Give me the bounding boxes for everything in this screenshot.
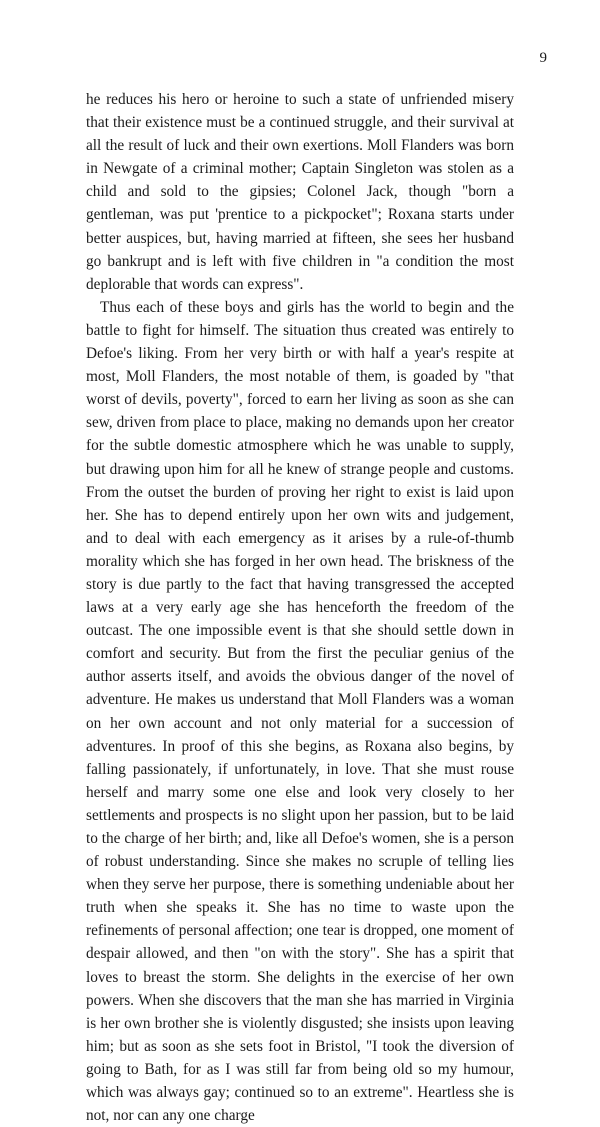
page-number: 9	[539, 50, 547, 66]
paragraph-1: he reduces his hero or heroine to such a state of unfriended misery that their existence must be a continued struggle, and their survival at all the result of luck and their own exertions. Moll Flanders was born in Newgate of a criminal mother; Captain Singleton was stolen as a child and sold to the gipsies; Colonel Jack, though "born a gentleman, was put 'prentice to a pickpocket"; Roxana starts under better auspices, but, having married at fifteen, she sees her husband go bankrupt and is left with five children in "a condition the most deplorable that words can express".	[86, 91, 514, 293]
paragraph-2: Thus each of these boys and girls has the world to begin and the battle to fight for himself. The situation thus created was entirely to Defoe's liking. From her very birth or with half a year's respite at most, Moll Flanders, the most notable of them, is goaded by "that worst of devils, poverty", forced to earn her living as soon as she can sew, driven from place to place, making no demands upon her creator for the subtle domestic atmosphere which he was unable to supply, but drawing upon him for all he knew of strange people and customs. From the outset the burden of proving her right to exist is laid upon her. She has to depend entirely upon her own wits and judgement, and to deal with each emergency as it arises by a rule-of-thumb morality which she has forged in her own head. The briskness of the story is due partly to the fact that having transgressed the accepted laws at a very early age she has henceforth the freedom of the outcast. The one impossible event is that she should settle down in comfort and security. But from the first the peculiar genius of the author asserts itself, and avoids the obvious danger of the novel of adventure. He makes us understand that Moll Flanders was a woman on her own account and not only material for a succession of adventures. In proof of this she begins, as Roxana also begins, by falling passionately, if unfortunately, in love. That she must rouse herself and marry some one else and look very closely to her settlements and prospects is no slight upon her passion, but to be laid to the charge of her birth; and, like all Defoe's women, she is a person of robust understanding. Since she makes no scruple of telling lies when they serve her purpose, there is something undeniable about her truth when she speaks it. She has no time to waste upon the refinements of personal affection; one tear is dropped, one moment of despair allowed, and then "on with the story". She has a spirit that loves to breast the storm. She delights in the exercise of her own powers. When she discovers that the man she has married in Virginia is her own brother she is violently disgusted; she insists upon leaving him; but as soon as she sets foot in Bristol, "I took the diversion of going to Bath, for as I was still far from being old so my humour, which was always gay; continued so to an extreme". Heartless she is not, nor can any one charge	[86, 298, 514, 1125]
body-text	[86, 88, 514, 1127]
